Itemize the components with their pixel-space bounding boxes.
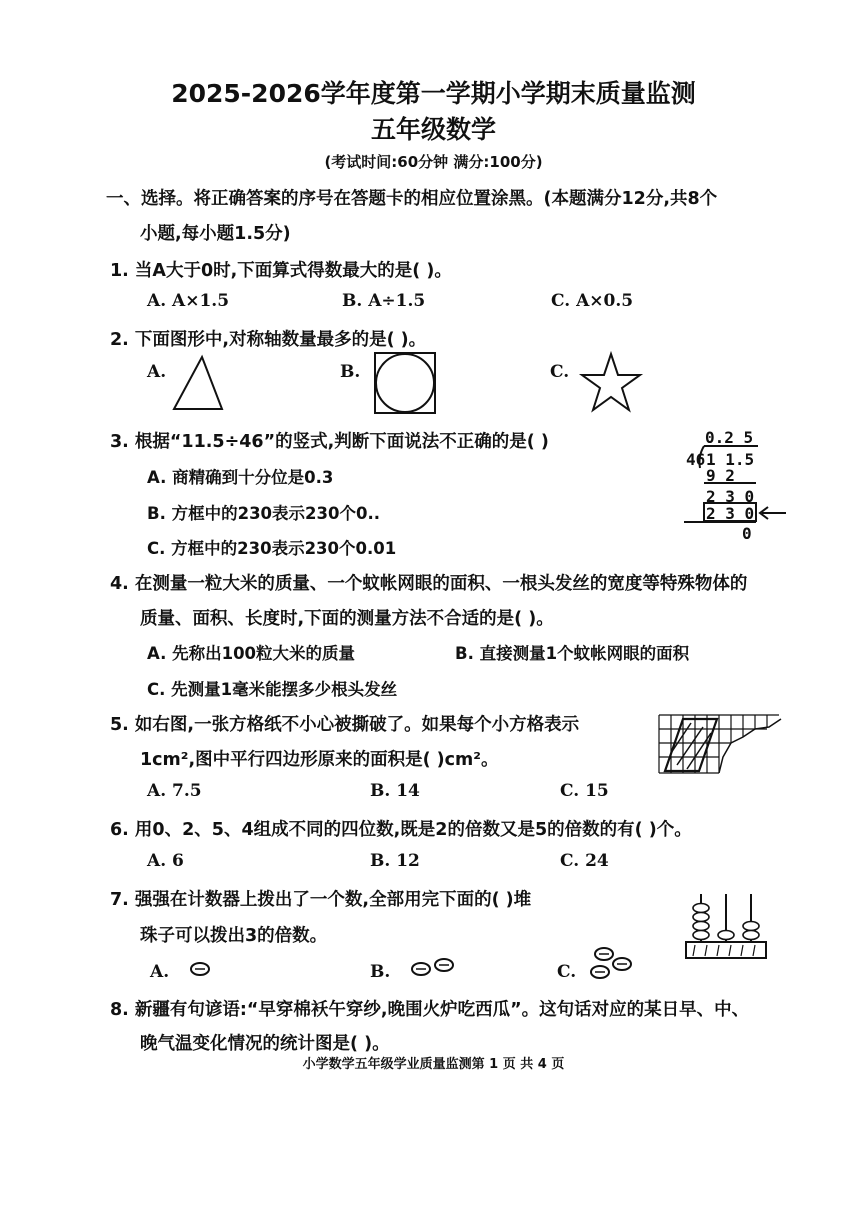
exam-info: (考试时间:60分钟 满分:100分) <box>324 153 543 171</box>
q2-option-b[interactable]: B. <box>340 362 361 382</box>
question-8-stem-cont: 晚气温变化情况的统计图是( )。 <box>140 1034 390 1054</box>
division-step-2: 2 3 0 <box>706 487 755 506</box>
division-boxed-step: 2 3 0 <box>706 504 755 523</box>
section-heading-cont: 小题,每小题1.5分) <box>140 224 291 244</box>
q7-option-c[interactable]: C. <box>557 962 577 982</box>
division-bracket-lines <box>680 440 790 545</box>
q4-option-a[interactable]: A. 先称出100粒大米的质量 <box>147 644 356 663</box>
q1-option-c[interactable]: C. A×0.5 <box>551 291 634 311</box>
division-remainder: 0 <box>742 524 752 543</box>
beads-pile-b-icon <box>408 957 460 979</box>
question-4-stem-cont: 质量、面积、长度时,下面的测量方法不合适的是( )。 <box>140 609 554 629</box>
q5-option-a[interactable]: A. 7.5 <box>147 781 202 801</box>
question-1-stem: 1. 当A大于0时,下面算式得数最大的是( )。 <box>110 261 452 281</box>
question-6-stem: 6. 用0、2、5、4组成不同的四位数,既是2的倍数又是5的倍数的有( )个。 <box>110 820 692 840</box>
q6-option-a[interactable]: A. 6 <box>147 851 184 871</box>
exam-title: 2025-2026学年度第一学期小学期末质量监测 <box>171 79 696 108</box>
question-7-stem: 7. 强强在计数器上拨出了一个数,全部用完下面的( )堆 <box>110 890 532 910</box>
division-divisor: 46 <box>686 450 706 469</box>
star-figure <box>580 352 642 412</box>
q3-option-b[interactable]: B. 方框中的230表示230个0.. <box>147 504 380 523</box>
square-with-circle-figure <box>374 352 436 414</box>
question-5-stem-cont: 1cm²,图中平行四边形原来的面积是( )cm²。 <box>140 750 499 770</box>
exam-subtitle: 五年级数学 <box>370 115 496 144</box>
question-2-stem: 2. 下面图形中,对称轴数量最多的是( )。 <box>110 330 427 350</box>
q4-option-c[interactable]: C. 先测量1毫米能摆多少根头发丝 <box>147 680 398 699</box>
q7-option-b[interactable]: B. <box>370 962 391 982</box>
q5-option-b[interactable]: B. 14 <box>370 781 420 801</box>
division-step-1: 9 2 <box>706 466 735 485</box>
beads-pile-c-icon <box>586 945 636 981</box>
page-footer: 小学数学五年级学业质量监测第 1 页 共 4 页 <box>302 1057 565 1072</box>
question-8-stem: 8. 新疆有句谚语:“早穿棉袄午穿纱,晚围火炉吃西瓜”。这句话对应的某日早、中、 <box>110 1000 750 1020</box>
beads-pile-a-icon <box>188 961 212 977</box>
question-5-stem: 5. 如右图,一张方格纸不小心被撕破了。如果每个小方格表示 <box>110 715 580 735</box>
abacus-figure <box>685 890 767 962</box>
question-3-stem: 3. 根据“11.5÷46”的竖式,判断下面说法不正确的是( ) <box>110 432 549 452</box>
q2-option-a[interactable]: A. <box>147 362 167 382</box>
question-4-stem: 4. 在测量一粒大米的质量、一个蚊帐网眼的面积、一根头发丝的宽度等特殊物体的 <box>110 574 748 594</box>
q2-option-c[interactable]: C. <box>550 362 570 382</box>
section-heading: 一、选择。将正确答案的序号在答题卡的相应位置涂黑。(本题满分12分,共8个 <box>106 189 718 209</box>
question-7-stem-cont: 珠子可以拨出3的倍数。 <box>140 926 328 946</box>
q4-option-b[interactable]: B. 直接测量1个蚊帐网眼的面积 <box>455 644 690 663</box>
q6-option-c[interactable]: C. 24 <box>560 851 609 871</box>
division-dividend: 1 1.5 <box>706 450 755 469</box>
q1-option-a[interactable]: A. A×1.5 <box>147 291 230 311</box>
triangle-figure <box>172 355 224 411</box>
torn-grid-paper-figure <box>657 713 783 775</box>
q5-option-c[interactable]: C. 15 <box>560 781 609 801</box>
q7-option-a[interactable]: A. <box>150 962 170 982</box>
q3-option-a[interactable]: A. 商精确到十分位是0.3 <box>147 468 334 487</box>
division-quotient: 0.2 5 <box>705 428 754 447</box>
q6-option-b[interactable]: B. 12 <box>370 851 420 871</box>
q1-option-b[interactable]: B. A÷1.5 <box>342 291 426 311</box>
q3-option-c[interactable]: C. 方框中的230表示230个0.01 <box>147 539 397 558</box>
